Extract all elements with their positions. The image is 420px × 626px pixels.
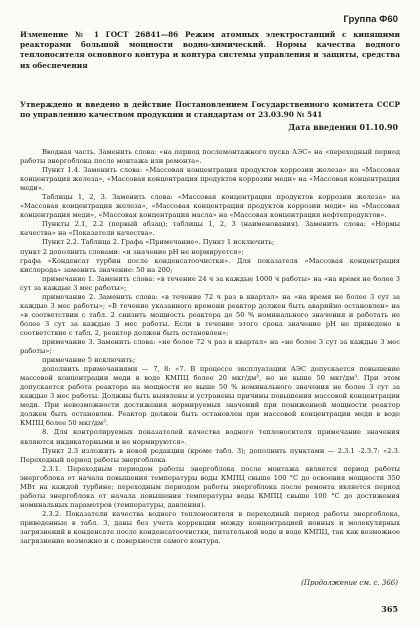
- paragraph: 2.3.2. Показатели качества водного теплоносителя в переходный период работы энергоблока, приведенные в табл. 3, даны без учета коррекции между концентрацией ионных и молекулярных загрязнений в конденсате после конденсатоочистки, питательной воде и воде КМПЦ, так как возможное загрязнение возможно и с поверхности самого контура.: [20, 509, 400, 546]
- paragraph: примечание 2. Заменить слова: «в течение 72 ч раз в квартал» на «на время не более 3 сут за каждые 3 мес работы»; «В течение указанного времени реактор должен быть аварийно остановлен» на «в соответствии с табл. 2 снизить мощность реактора до 50 % номинального значения и работать не более 3 сут за каждые 3 мес работы. Если в течение этого срока значение pH не приведено в соответствие с табл. 2, реактор должен быть остановлен»;: [20, 292, 400, 337]
- amendment-body: [20, 148, 400, 546]
- amendment-heading: Изменение № 1 ГОСТ 26841—86 Режим атомных электростанций с кипящими реакторами большой мощности водно-химический. Нормы качества водного теплоносителя основного контура и контура системы управления и защиты, средства их обеспечения: [20, 30, 400, 70]
- paragraph: примечание 3. Заменить слова: «не более 72 ч раз в квартал» на «не более 3 сут за каждые 3 мес работы»;: [20, 337, 400, 356]
- paragraph: дополнить примечаниями — 7, 8: «7. В процессе эксплуатации АЭС допускается повышение массовой концентрации меди в воде КМПЦ более 20 мкг/дм³, но не выше 50 мкг/дм³. При этом допускается работа реактора на мощности не выше 50 % номинального значения не более 3 сут за каждые 3 мес работы. Должны быть выявлены и устранены причины повышения массовой концентрации меди. При невозможности достижения нормируемых значений при пониженной мощности реактор должен быть остановлен. Реактор должен быть остановлен при массовой концентрации меди в воде КМПЦ более 50 мкг/дм³.: [20, 365, 400, 428]
- paragraph: графа «Конденсат турбин после конденсатоочистки». Для показателя «Массовая концентрация кислорода» заменить значение: 50 на 200;: [20, 256, 400, 274]
- paragraph: примечание 5 исключить;: [42, 356, 136, 365]
- approval-statement: Утверждено и введено в действие Постановлением Государственного комитета СССР по управлению качеством продукции и стандартам от 23.03.90 № 541: [20, 100, 400, 120]
- effective-date: Дата введения 01.10.90: [288, 123, 398, 132]
- paragraph: пункт 2 дополнить словами: «и значение pH не нормируется»;: [20, 247, 244, 256]
- paragraph: Пункт 2.2. Таблица 2. Графа «Примечание». Пункт 1 исключить;: [42, 238, 275, 247]
- paragraph: Пункты 2.1, 2.2 (первый абзац); таблицы 1, 2, 3 (наименования). Заменить слова: «Нормы качества» на «Показатели качества».: [20, 220, 400, 238]
- paragraph: примечание 1. Заменить слова: «в течение 24 ч за каждые 1000 ч работы» на «на время не более 3 сут за каждые 3 мес работы»;: [20, 274, 400, 292]
- paragraph: Пункт 2.3 изложить в новой редакции (кроме табл. 3); дополнить пунктами — 2.3.1 -2.3.7: «2.3. Переходный период работы энергоблока: [20, 446, 400, 464]
- continuation-note: (Продолжение см. с. 366): [301, 579, 398, 587]
- group-label: Группа Ф60: [343, 14, 398, 25]
- paragraph: Пункт 1.4. Заменить слова: «Массовая концентрация продуктов коррозии железа» на «Массовая концентрация железа», «Массовая концентрация продуктов коррозии меди» на «Массовая концентрация меди».: [20, 166, 400, 193]
- page-number: 365: [381, 604, 398, 614]
- paragraph: Вводная часть. Заменить слова: «на период послемонтажного пуска АЭС» на «переходный период работы энергоблока после монтажа или ремонта».: [20, 148, 400, 166]
- paragraph: 8. Для контролируемых показателей качества водного теплоносителя примечание значения являются индикаторными и не нормируются».: [20, 428, 400, 446]
- paragraph: Таблицы 1, 2, 3. Заменить слова: «Массовая концентрация продуктов коррозии железа» на «Массовая концентрация железа», «Массовая концентрация продуктов коррозии меди» на «Массовая концентрация меди», «Массовая концентрация масла» на «Массовая концентрация нефтепродуктов».: [20, 193, 400, 220]
- paragraph: 2.3.1. Переходным периодом работы энергоблока после монтажа является период работы энергоблока от начала повышения температуры воды КМПЦ свыше 100 °C до освоения мощности 350 МВт на каждой турбине; переходным периодом работы энергоблока после ремонта является период работы энергоблока от начала повышения температуры воды КМПЦ свыше 100 °C до достижения номинальных параметров (температуры, давления).: [20, 464, 400, 509]
